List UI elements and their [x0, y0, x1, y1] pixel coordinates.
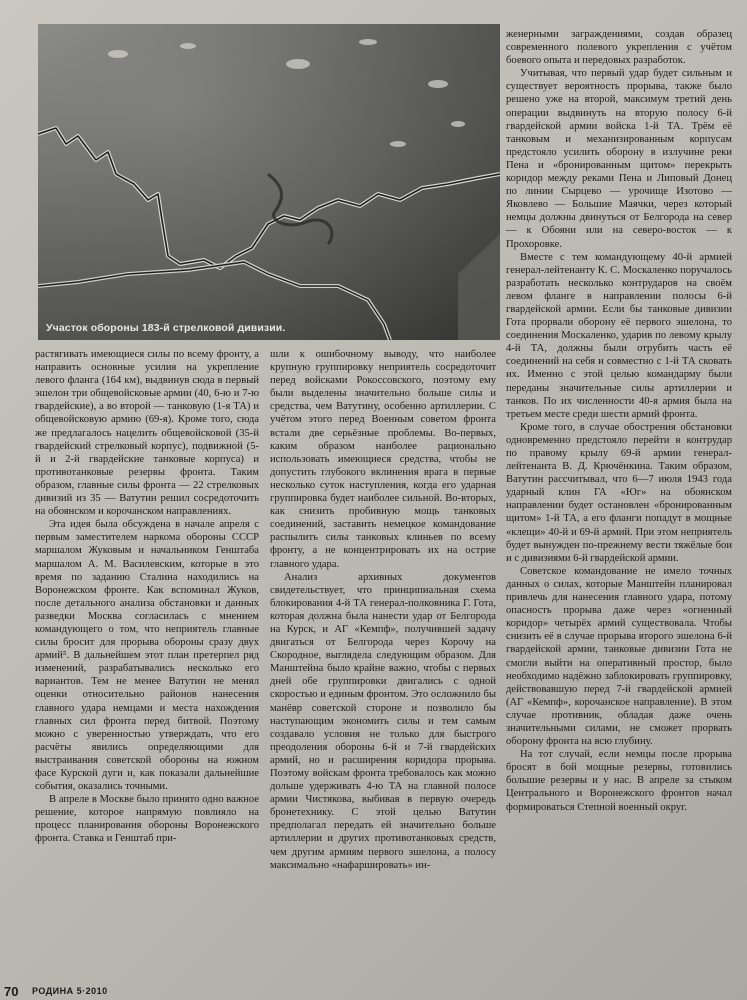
paragraph: Советское командование не имело точных данных о силах, которые Манштейн планировал привлечь для нанесения главного удара, потому опасность прорыва даже через «огненный коридор» четырёх армий существовала. Чтобы снизить её в случае прорыва второго эшелона 6-й гвардейской армии, танковые дивизии Гота не смогли выйти на оперативный простор, было необходимо надёжно заблокировать группировку, действовавшую перед 7-й гвардейской армией (АГ «Кемпф», корочанское направление). В этом случае противник, обладая даже очень значительными силами, не сможет прорвать оборону фронта на всю глубину. — [506, 565, 732, 748]
trench-lines-graphic — [38, 24, 500, 340]
trench-aerial-photo — [38, 24, 500, 340]
paragraph: Вместе с тем командующему 40-й армией генерал-лейтенанту К. С. Москаленко поручалось разработать несколько контрударов на своём левом фланге в направлении полосы 6-й гвардейской армии. Если бы танковые дивизии Гота прорвали оборону её первого эшелона, то соединения Москаленко, ударив по левому крылу 4-й ТА, должны были отрубить часть её соединений на себя и совместно с 1-й ТА сковать их. Именно с этой целью командарму были переданы значительные силы артиллерии и танков. По их численности 40-я армия была на третьем месте среди шести армий фронта. — [506, 251, 732, 420]
paragraph: На тот случай, если немцы после прорыва бросят в бой мощные резервы, готовились большие резервы и у нас. В апреле за стыком Центрального и Воронежского фронтов начал формироваться Степной военный округ. — [506, 749, 732, 813]
paragraph: В апреле в Москве было принято одно важное решение, которое напрямую повлияло на процесс планирования обороны Воронежского фронта. Ставка и Генштаб при- — [35, 794, 259, 845]
paragraph: Учитывая, что первый удар будет сильным и существует вероятность прорыва, также было решено уже на второй, максимум третий день операции выдвинуть на вторую полосу 6-й гвардейской армии войска 1-й ТА. Трём её танковым и механизированным корпусам предстояло усилить оборону в излучине реки Пена и «бронированным щитом» перекрыть коридор между реками Пена и Липовый Донец по линии Сырцево — урочище Изотово — Яковлево — Большие Маячки, через который немцы должны двинуться от Белгорода на север — к Обояни или на северо-восток — к Прохоровке. — [506, 68, 732, 250]
paragraph: Анализ архивных документов свидетельствует, что принципиальная схема блокирования 4-й ТА генерал-полковника Г. Гота, которая должна была нанести удар от Белгорода на Курск, и АГ «Кемпф», получившей задачу двигаться от Белгорода через Корочу на Скородное, выглядела следующим образом. Для Манштейна было крайне важно, чтобы с первых дней обе группировки двигались с одной скоростью и единым фронтом. Это осложнило бы манёвр советской стороне и позволило бы наступающим экономить силы и тем самым создавало условия не только для быстрого преодоления обороны 6-й и 7-й гвардейских армий, но и расширения коридора прорыва. Поэтому войскам фронта требовалось как можно дольше удерживать 4-ю ТА на главной полосе армии Чистякова, выбивая в первую очередь бронетехнику. С этой целью Ватутин предполагал передать ей значительно больше артиллерии и других противотанковых средств, чем другим армиям первого эшелона, а полосу максимально «нафаршировать» ин- — [270, 571, 496, 871]
text-column-left — [35, 348, 259, 846]
paragraph: растягивать имеющиеся силы по всему фронту, а направить основные усилия на укрепление левого фланга (164 км), выдвинув сюда в первый эшелон три общевойсковые армии (40, 6-ю и 7-ю гвардейские), а во второй — танковую (1-я ТА) и общевойсковую армию (69-я). Кроме того, сюда же предлагалось нацелить общевойсковой (35-й гвардейский стрелковый корпус), подвижной (5-й и 2-й гвардейские танковые корпуса) и противотанковые резервы фронта. Таким образом, главные силы фронта — 22 стрелковых дивизий из 35 — Ватутин решил сосредоточить на обоянском и корочанском направлениях. — [35, 349, 259, 518]
page-number: 70 — [4, 984, 19, 999]
paragraph: шли к ошибочному выводу, что наиболее крупную группировку неприятель сосредоточит перед войсками Рокоссовского, поэтому ему были выделены значительно больше силы и средства, чем Ватутину, особенно артиллерии. С учётом этого перед Военным советом фронта встали две серьёзные проблемы. Во-первых, каким образом наиболее рационально использовать имеющиеся средства, чтобы не допустить глубокого вклинения врага в первые несколько суток наступления, когда его ударная группировка будет наиболее сильной. Во-вторых, как снизить пробивную мощь танковых соединений, заставить немецкое командование распылить силы танковых клиньев по всему фронту, а не концентрировать их на острие главного удара. — [270, 349, 496, 570]
journal-issue: РОДИНА 5·2010 — [32, 986, 108, 996]
text-column-middle — [270, 348, 496, 872]
photo-caption: Участок обороны 183-й стрелковой дивизии. — [46, 322, 286, 334]
paragraph: Эта идея была обсуждена в начале апреля с первым заместителем наркома обороны СССР маршалом Жуковым и начальником Генштаба маршалом А. М. Василевским, которые в это время по заданию Сталина находились на Воронежском фронте. Как вспоминал Жуков, после детального анализа обстановки и данных разведки Москва согласилась с мнением командующего о том, что неприятель главные силы бросит для прорыва обороны сразу двух армий⁵. В дальнейшем этот план претерпел ряд изменений, разрабатывались несколько его вариантов. Тем не менее Ватутин не менял оценки относительно районов нанесения главного удара немцами и места нахождения главных сил фронта перед битвой. Поэтому можно с уверенностью утверждать, что его расчёты явились определяющими для выстраивания советской обороны на южном фасе Курской дуги и, как показали дальнейшие события, оказались точными. — [35, 519, 259, 793]
text-column-right — [506, 28, 732, 814]
paragraph: женерными заграждениями, создав образец современного полевого укрепления с учётом боевого опыта и передовых разработок. — [506, 29, 732, 67]
paragraph: Кроме того, в случае обострения обстановки одновременно предстояло перейти в контрудар по правому крылу 69-й армии генерал-лейтенанта В. Д. Крючёнкина. Таким образом, Ватутин рассчитывал, что 6—7 июля 1943 года ударный клин ГА «Юг» на обоянском направлении будет остановлен «бронированным щитом» 1-й ТА, а его фланги попадут в мощные «клещи» 40-й и 69-й армий. При этом неприятель будет вынужден по-прежнему вести тяжёлые бои и с дивизиями 6-й гвардейской армии. — [506, 421, 732, 564]
